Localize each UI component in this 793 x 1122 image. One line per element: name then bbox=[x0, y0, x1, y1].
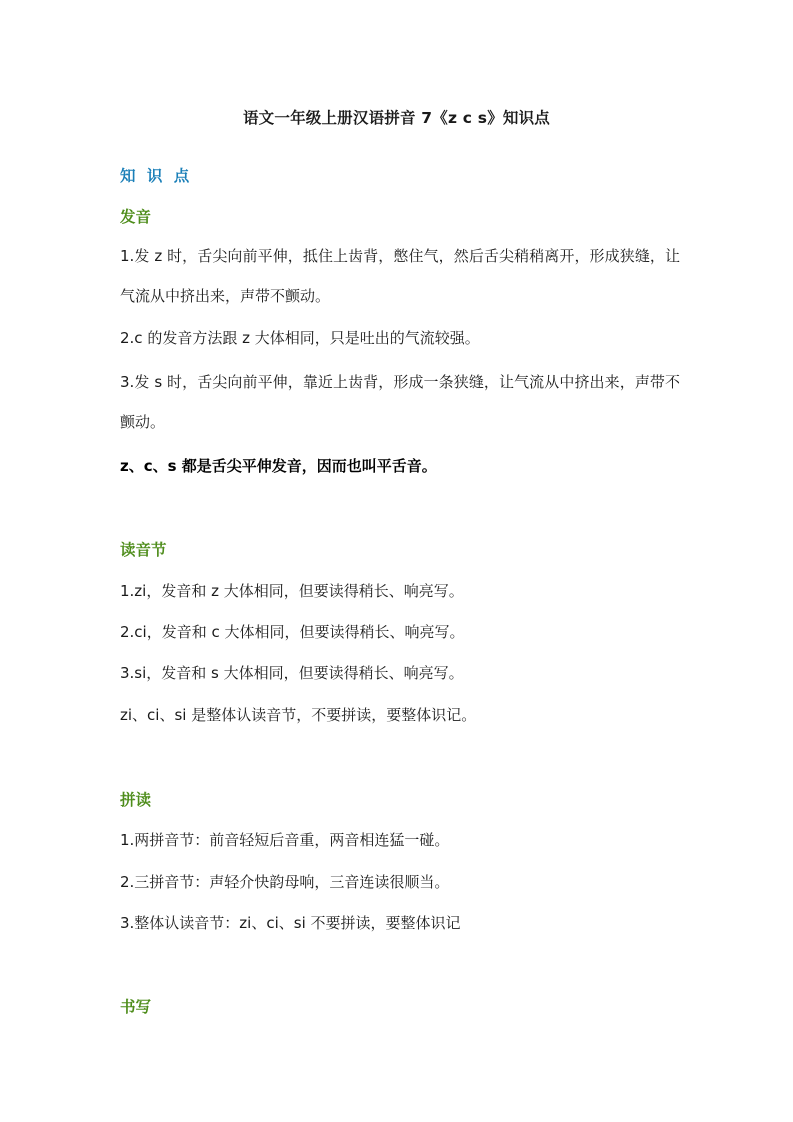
pronunciation-summary: z、c、s 都是舌尖平伸发音，因而也叫平舌音。 bbox=[120, 457, 437, 475]
syllables-paragraph-1: 1.zi，发音和 z 大体相同，但要读得稍长、响亮写。 bbox=[120, 582, 464, 600]
document-title: 语文一年级上册汉语拼音 7《z c s》知识点 bbox=[242, 109, 550, 127]
spelling-paragraph-2: 2.三拼音节：声轻介快韵母响，三音连读很顺当。 bbox=[120, 873, 450, 891]
section-label: 知 识 点 bbox=[120, 167, 193, 185]
heading-pronunciation: 发音 bbox=[120, 208, 152, 226]
syllables-paragraph-3: 3.si，发音和 s 大体相同，但要读得稍长、响亮写。 bbox=[120, 664, 464, 682]
pronunciation-paragraph-2: 2.c 的发音方法跟 z 大体相同，只是吐出的气流较强。 bbox=[120, 329, 480, 347]
heading-syllables: 读音节 bbox=[120, 541, 167, 559]
spelling-paragraph-3: 3.整体认读音节：zi、ci、si 不要拼读，要整体识记 bbox=[120, 914, 461, 932]
syllables-paragraph-4: zi、ci、si 是整体认读音节，不要拼读，要整体识记。 bbox=[120, 706, 477, 724]
heading-writing: 书写 bbox=[120, 998, 152, 1016]
heading-spelling: 拼读 bbox=[120, 791, 152, 809]
pronunciation-paragraph-3: 3.发 s 时，舌尖向前平伸，靠近上齿背，形成一条狭缝，让气流从中挤出来，声带不颤动。 bbox=[120, 373, 680, 431]
spelling-paragraph-1: 1.两拼音节：前音轻短后音重，两音相连猛一碰。 bbox=[120, 831, 450, 849]
syllables-paragraph-2: 2.ci，发音和 c 大体相同，但要读得稍长、响亮写。 bbox=[120, 623, 465, 641]
pronunciation-paragraph-1: 1.发 z 时，舌尖向前平伸，抵住上齿背，憋住气，然后舌尖稍稍离开，形成狭缝，让气流从中挤出来，声带不颤动。 bbox=[120, 247, 680, 305]
